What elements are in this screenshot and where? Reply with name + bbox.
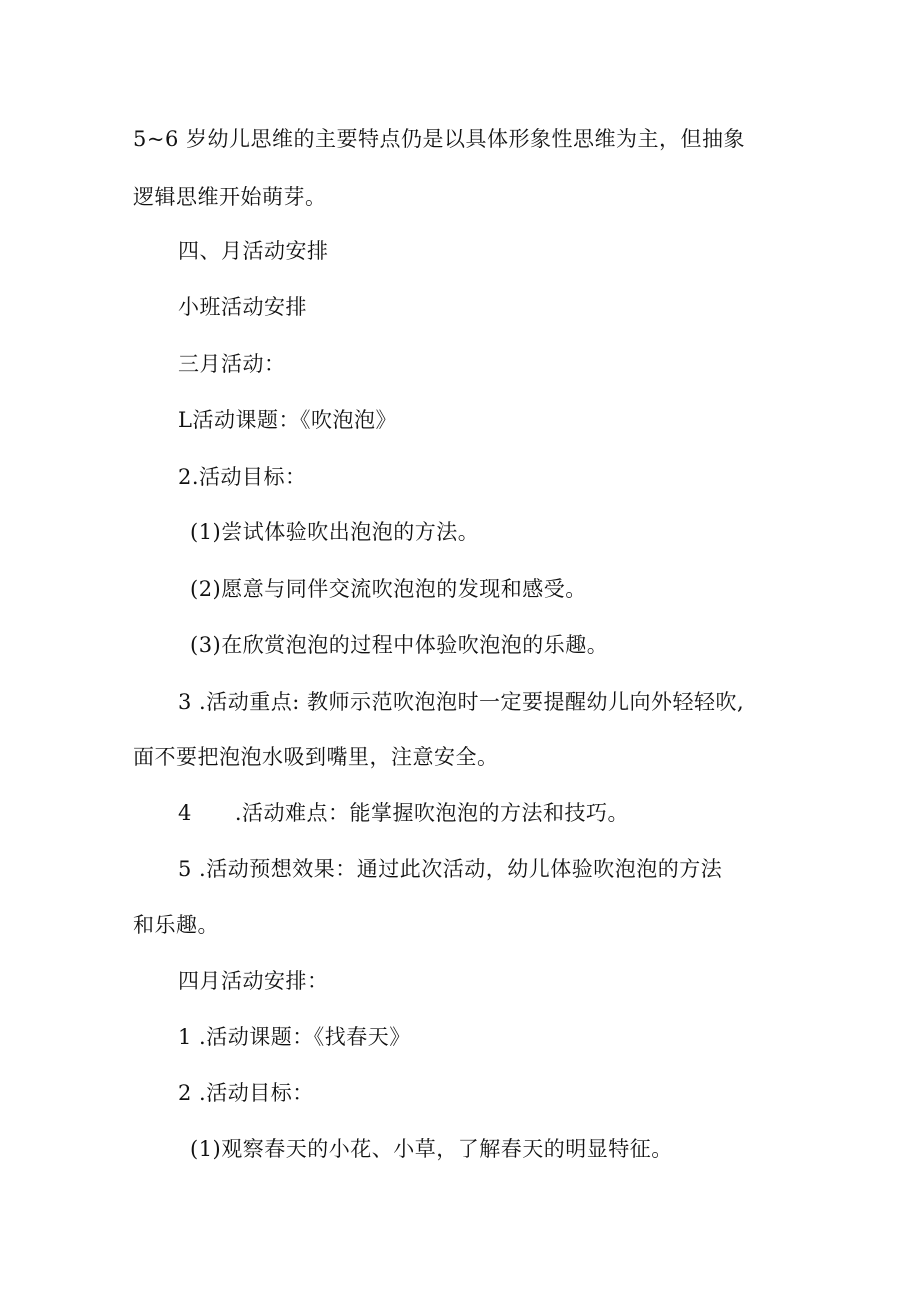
month-heading: 四月活动安排： [178,969,329,993]
list-item: 2.活动目标： [178,465,307,489]
section-heading: 四、月活动安排 [178,239,329,263]
list-item: 1 .活动课题：《找春天》 [178,1025,411,1049]
paragraph-line: 和乐趣。 [133,913,219,937]
sub-list-item: (2)愿意与同伴交流吹泡泡的发现和感受。 [190,577,587,601]
sub-list-item: (3)在欣赏泡泡的过程中体验吹泡泡的乐趣。 [190,633,609,657]
list-item: 2 .活动目标： [178,1081,314,1105]
list-item: 3 .活动重点: 教师示范吹泡泡时一定要提醒幼儿向外轻轻吹, [178,690,745,714]
list-item: L活动课题：《吹泡泡》 [178,408,397,432]
sub-list-item: (1)尝试体验吹出泡泡的方法。 [190,520,480,544]
paragraph-line: 面不要把泡泡水吸到嘴里，注意安全。 [133,745,499,769]
month-heading: 三月活动： [178,352,286,376]
list-item: 4 .活动难点：能掌握吹泡泡的方法和技巧。 [178,801,630,825]
paragraph-line: 逻辑思维开始萌芽。 [133,185,327,209]
subsection-heading: 小班活动安排 [178,295,307,319]
list-item: 5 .活动预想效果：通过此次活动，幼儿体验吹泡泡的方法 [178,857,723,881]
sub-list-item: (1)观察春天的小花、小草，了解春天的明显特征。 [190,1137,673,1161]
paragraph-line: 5~6 岁幼儿思维的主要特点仍是以具体形象性思维为主，但抽象 [133,127,745,151]
